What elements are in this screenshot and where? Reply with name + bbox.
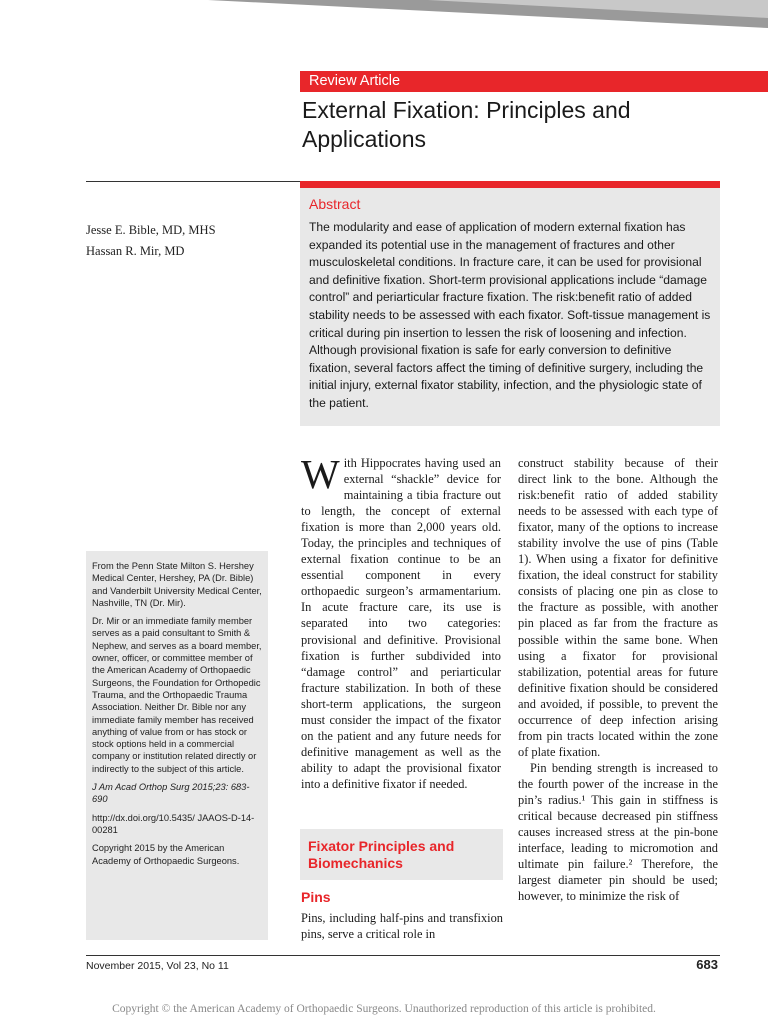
body-column-right: [518, 455, 718, 904]
page-corner-highlight: [428, 0, 768, 18]
subsection-heading: Pins: [301, 889, 331, 905]
body-column-left: [301, 451, 501, 792]
drop-cap: W: [301, 451, 340, 497]
author-name: Jesse E. Bible, MD, MHS: [86, 223, 216, 237]
page-number: 683: [696, 957, 718, 972]
intro-paragraph: [301, 451, 501, 792]
pins-paragraph: Pins, including half-pins and transfixion pins, serve a critical role in: [301, 911, 503, 942]
author-list: [86, 220, 216, 262]
affiliation-note: From the Penn State Milton S. Hershey Medical Center, Hershey, PA (Dr. Bible) and Vanderbilt University Medical Center, Nashville, TN (Dr. Mir).: [92, 561, 262, 608]
article-type-label: Review Article: [300, 71, 768, 92]
article-info-sidebar: [86, 551, 268, 940]
author-divider: [86, 181, 300, 182]
article-title: External Fixation: Principles and Applications: [302, 97, 631, 152]
footer-divider: [86, 955, 720, 956]
section-heading: Fixator Principles and Biomechanics: [300, 829, 503, 880]
disclosure-note: Dr. Mir or an immediate family member serves as a paid consultant to Smith & Nephew, and serves as a board member, owner, officer, or committee member of the American Academy of Orthopaedic Surgeons, the Foundation for Orthopedic Trauma, and the Orthopaedic Trauma Association. Neither Dr. Bible nor any immediate family member has received anything of value from or has stock or stock options held in a commercial company or institution related directly or indirectly to the subject of this article.: [92, 616, 262, 774]
intro-text: ith Hippocrates having used an external “shackle” device for maintaining a tibia fracture out to length, the concept of external fixation is more than 2,000 years old. Today, the principles and techniques of external fixation continue to be an essential component in every orthopaedic surgeon’s armamentarium. In acute fracture care, its use is separated into two categories: provisional and definitive. Provisional fixation is further subdivided into “damage control” and periarticular fracture stabilization. In both of these short-term applications, the surgeon must consider the impact of the fixator on the patient and any future needs for definitive management as well as the ability to adapt the provisional fixator into a definitive fixator if needed.: [301, 456, 501, 791]
abstract-text: The modularity and ease of application of modern external fixation has expanded its potential use in the management of fractures and other musculoskeletal conditions. In fracture care, it can be used for provisional and definitive fixation. Short-term provisional applications include “damage control” and periarticular fracture fixation. The risk:benefit ratio of added stability needs to be assessed with each fixator. Soft-tissue management is critical during pin insertion to lessen the risk of loosening and infection. Although provisional fixation is safe for early conversion to definitive fixation, several factors affect the timing of definitive surgery, including the initial injury, external fixator stability, infection, and the physiologic state of the patient.: [309, 220, 711, 410]
abstract-panel: [300, 188, 720, 426]
doi-link[interactable]: http://dx.doi.org/10.5435/ JAAOS-D-14-00281: [92, 812, 255, 835]
body-paragraph: Pin bending strength is increased to the fourth power of the increase in the pin’s radius.¹ This gain in stiffness is critical because decreased pin stiffness causes increased stress at the pin-bone interface, leading to micromotion and ultimate pin failure.² Therefore, the largest diameter pin should be used; however, to minimize the risk of: [518, 760, 718, 904]
journal-citation: J Am Acad Orthop Surg 2015;23: 683-690: [92, 782, 250, 805]
copyright-note: Copyright 2015 by the American Academy of Orthopaedic Surgeons.: [92, 843, 240, 866]
copyright-notice: Copyright © the American Academy of Orthopaedic Surgeons. Unauthorized reproduction of this article is prohibited.: [112, 1003, 656, 1015]
abstract-accent-bar: [300, 181, 720, 188]
issue-info: November 2015, Vol 23, No 11: [86, 960, 229, 972]
author-name: Hassan R. Mir, MD: [86, 244, 185, 258]
abstract-heading: Abstract: [309, 196, 361, 212]
body-paragraph: construct stability because of their direct link to the bone. Although the risk:benefit ratio of added stability needs to be assessed with each type of fixator, many of the options to increase stability involve the use of pins (Table 1). When using a fixator for definitive fixation, the ideal construct for stability consists of placing one pin as close to the fracture as possible, with another pin placed as far from the fracture as possible within the same bone. When using a fixator for provisional stabilization, potential areas for future definitive fixation should be considered and avoided, if possible, to prevent the occurrence of deep infection arising from pin tracts located within the zone of plate fixation.: [518, 456, 718, 759]
